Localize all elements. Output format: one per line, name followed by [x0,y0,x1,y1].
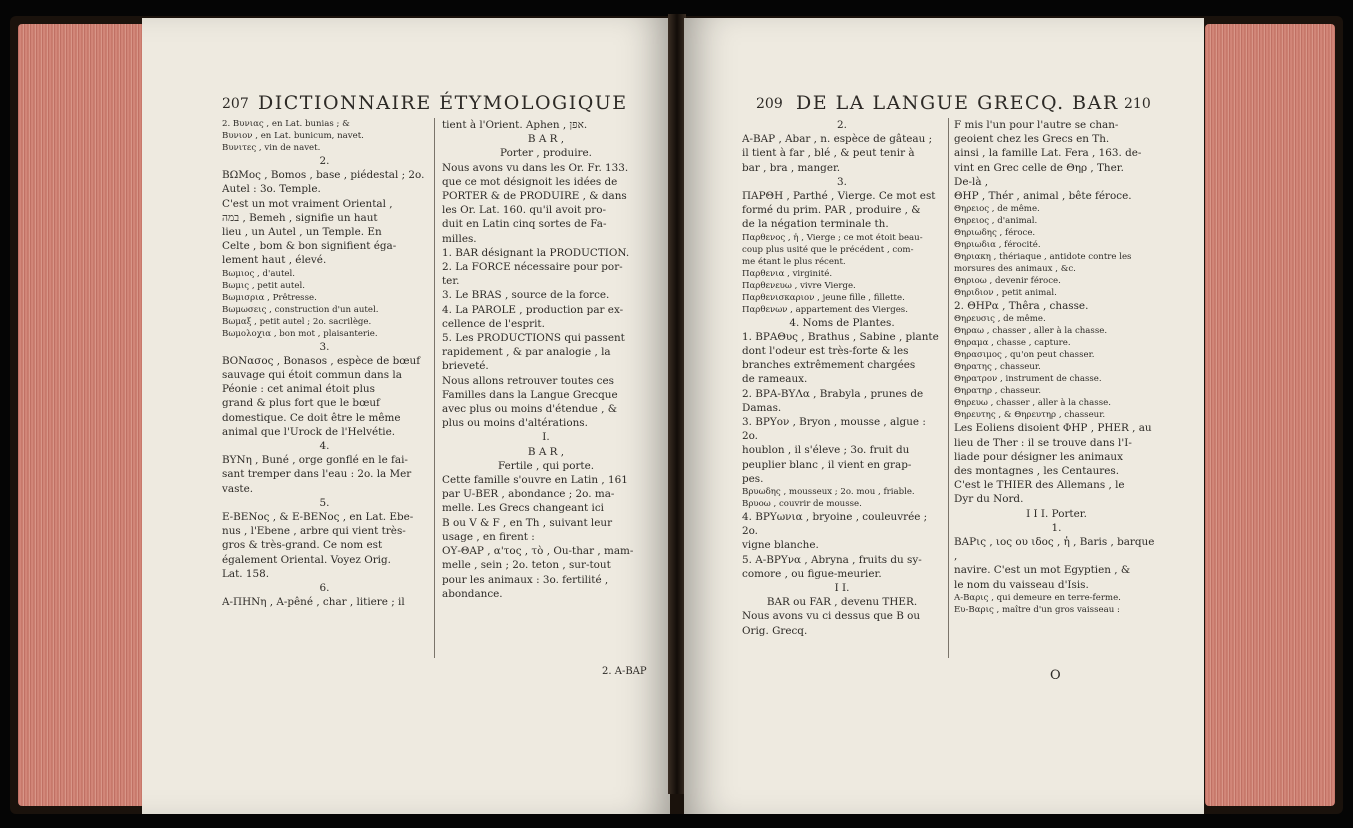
text-line: Βρυωδης , mousseux ; 2o. mou , friable. [742,487,915,498]
text-line: Nous allons retrouver toutes ces [442,374,614,387]
text-line: F mis l'un pour l'autre se chan- [954,119,1119,131]
text-line: bar , bra , manger. [742,161,841,174]
text-line: dont l'odeur est très-forte & les [742,345,909,358]
text-line: Θηρευω , chasser , aller à la chasse. [954,398,1111,409]
text-line: Les Eoliens disoient ΦΗΡ , PHER , au [954,422,1152,435]
text-line: 3. [319,340,330,353]
text-line: grand & plus fort que le bœuf [222,397,380,410]
text-line: de la négation terminale th. [742,218,889,231]
text-line: Παρθενισκαριον , jeune fille , fillette. [742,292,905,303]
text-line: ainsi , la famille Lat. Fera , 163. de- [954,147,1142,160]
column-rule [434,118,435,658]
text-line: pour les animaux : 3o. fertilité , [442,573,609,586]
text-line: 2. ΒΡΑ-ΒΥΛα , Brabyla , prunes de [742,387,924,400]
text-line: comore , ou figue-meurier. [742,567,882,580]
running-title: DICTIONNAIRE ÉTYMOLOGIQUE [258,92,628,114]
text-line: 6. [319,582,330,595]
text-line: Α-ΒΑΡ , Abar , n. espèce de gâteau ; [742,133,933,146]
text-line: Βωμωσεις , construction d'un autel. [222,304,379,315]
text-line: Βρυοω , couvrir de mousse. [742,499,862,510]
text-line: lieu de Ther : il se trouve dans l'I- [954,436,1132,449]
text-line: duit en Latin cinq sortes de Fa- [442,218,607,231]
text-line: animal que l'Urock de l'Helvétie. [222,425,396,438]
text-line: ter. [442,275,460,288]
text-line: 3. ΒΡΥον , Bryon , mousse , algue : 2o. [742,416,926,443]
text-line: vint en Grec celle de Θηρ , Ther. [954,161,1124,174]
text-line: Dyr du Nord. [954,493,1024,506]
text-line: brieveté. [442,360,489,373]
right-header [684,92,1204,116]
text-line: Παρθενευω , vivre Vierge. [742,280,856,291]
text-line: Porter , produire. [500,147,592,160]
text-line: lement haut , élevé. [222,254,327,267]
text-line: usage , en firent : [442,530,535,543]
text-line: gros & très-grand. Ce nom est [222,539,383,552]
text-line: 4. Noms de Plantes. [789,316,895,329]
text-line: Βωμαξ , petit autel ; 2o. sacrilège. [222,316,372,327]
text-line: 2. [319,155,330,167]
text-line: Βωμιος , d'autel. [222,268,296,279]
page-number: 207 [222,96,249,112]
text-line: 2. ΘΗΡα , Thêra , chasse. [954,300,1089,313]
text-line: coup plus usité que le précédent , com- [742,244,914,255]
text-line: Παρθενων , appartement des Vierges. [742,304,908,315]
text-line: Θηρειος , de même. [954,204,1040,215]
text-line: Fertile , qui porte. [497,459,595,472]
text-line: abondance. [442,587,503,600]
right-column-1 [742,118,942,683]
text-line: De-là , [954,175,989,188]
right-column-2 [954,118,1159,683]
text-line: Παρθενια , virginité. [742,268,833,279]
text-line: 1. [1051,521,1062,534]
text-line: houblon , il s'éleve ; 3o. fruit du [742,444,910,457]
text-line: ΒΟΝασος , Bonasos , espèce de bœuf [222,354,421,367]
text-line: Θηρατρον , instrument de chasse. [954,374,1102,385]
text-line: ΘΗΡ , Thér , animal , bête féroce. [954,190,1132,203]
left-header [142,92,670,116]
text-line: milles. [442,232,477,245]
text-line: 5. Les PRODUCTIONS qui passent [442,332,625,345]
text-line: peuplier blanc , il vient en grap- [742,458,912,471]
text-line: Παρθενος , ἡ , Vierge ; ce mot étoit beau- [742,232,923,243]
text-line: de rameaux. [742,373,808,386]
text-line: sauvage qui étoit commun dans la [222,369,402,382]
text-line: branches extrêmement chargées [742,359,916,372]
text-line: Cette famille s'ouvre en Latin , 161 [442,474,628,487]
text-line: le nom du vaisseau d'Isis. [954,578,1089,591]
text-line: Θηρατηρ , chasseur. [954,386,1042,397]
text-line: geoient chez les Grecs en Th. [954,133,1110,146]
column-rule [948,118,949,658]
page-number-right: 210 [1124,96,1151,112]
text-line: Θηρειος , d'animal. [954,216,1038,227]
text-line: B A R , [527,133,565,146]
text-line: Θηριδιον , petit animal. [954,288,1057,299]
text-line: Θηρευσις , de même. [954,314,1046,325]
text-line: les Or. Lat. 160. qu'il avoit pro- [442,204,607,217]
page-edges-left [18,24,148,806]
text-line: Autel : 3o. Temple. [222,183,321,196]
text-line: melle , sein ; 2o. teton , sur-tout [442,559,611,572]
text-line: il tient à far , blé , & peut tenir à [742,147,915,160]
text-line: 3. [837,175,847,188]
text-line: Ευ-Βαρις , maître d'un gros vaisseau : [954,604,1120,615]
text-line: morsures des animaux , &c. [954,264,1076,275]
text-line: BAR ou FAR , devenu THER. [766,596,918,609]
text-line: Lat. 158. [222,567,270,580]
text-line: des montagnes , les Centaures. [954,465,1120,478]
text-line: formé du prim. PAR , produire , & [742,204,921,217]
text-line: par U-BER , abondance ; 2o. ma- [442,488,615,501]
text-line: Βωμις , petit autel. [222,280,305,291]
text-line: Celte , bom & bon signifient éga- [222,240,397,253]
text-line: C'est un mot vraiment Oriental , [222,197,393,210]
text-line: 1. ΒΡΑΘυς , Brathus , Sabine , plante [742,330,939,343]
text-line: במה , Bemeh , signifie un haut [222,211,378,224]
text-line: Nous avons vu dans les Or. Fr. 133. [442,161,629,174]
text-line: domestique. Ce doit être le même [222,411,401,424]
text-line: ΒΩΜος , Bomos , base , piédestal ; 2o. [222,169,425,182]
text-line: Nous avons vu ci dessus que B ou [742,610,921,623]
text-line: 1. BAR désignant la PRODUCTION. [442,246,630,259]
text-line: Péonie : cet animal étoit plus [222,383,375,396]
running-title: DE LA LANGUE GRECQ. BAR [796,92,1119,114]
text-line: Ε-ΒΕΝος , & Ε-ΒΕΝος , en Lat. Ebe- [222,511,414,524]
left-column-1 [222,118,427,678]
text-line: 4. [319,440,330,453]
page-edges-right [1205,24,1335,806]
text-line: Θηριοω , devenir féroce. [954,276,1061,287]
text-line: melle. Les Grecs changeant ici [442,502,604,515]
text-line: Βωμισρια , Prêtresse. [222,292,317,303]
text-line: C'est le THIER des Allemans , le [954,479,1125,492]
page-number: 209 [756,96,783,112]
catchword: 2. Α-ΒΑΡ [602,666,647,677]
text-line: 2. Βυνιας , en Lat. bunias ; & [222,119,350,129]
text-line: tient à l'Orient. Aphen , אפן. [442,119,588,131]
text-line: 2. [837,119,847,131]
text-line: Βωμολοχια , bon mot , plaisanterie. [222,328,378,339]
text-line: Βυνιτες , vin de navet. [222,143,321,153]
text-line: Α-ΠΗΝη , A-pêné , char , litiere ; il [222,596,405,609]
text-line: ΠΑΡΘΗ , Parthé , Vierge. Ce mot est [742,190,936,203]
text-line: Θηρασιμος , qu'on peut chasser. [954,350,1095,361]
right-page [684,18,1204,814]
left-column-2 [442,118,650,678]
text-line: I I. [834,582,850,595]
text-line: avec plus ou moins d'étendue , & [442,403,617,416]
left-page [142,18,670,814]
text-line: Θηριακη , thériaque , antidote contre les [954,252,1132,263]
text-line: I. [542,431,550,444]
text-line: ΒΥΝη , Buné , orge gonflé en le fai- [222,454,408,467]
text-line: 4. ΒΡΥωνια , bryoine , couleuvrée ; 2o. [742,511,928,538]
text-line: Θηρευτης , & Θηρευτηρ , chasseur. [954,410,1106,421]
text-line: Orig. Grecq. [742,624,808,637]
text-line: Damas. [742,401,782,414]
text-line: pes. [742,472,764,485]
text-line: ΒΑΡις , ιος ου ιδος , ἡ , Baris , barque , [954,536,1155,563]
text-line: plus ou moins d'altérations. [442,417,588,430]
text-line: lieu , un Autel , un Temple. En [222,226,382,239]
text-line: que ce mot désignoit les idées de [442,175,618,188]
text-line: Θηριωδια , férocité. [954,240,1041,251]
text-line: B A R , [527,445,565,458]
text-line: I I I. Porter. [1026,507,1087,520]
text-line: Βυνιον , en Lat. bunicum, navet. [222,131,364,141]
text-line: 5. Α-ΒΡΥνα , Abryna , fruits du sy- [742,553,922,566]
signature-mark: O [1050,668,1061,683]
text-line: rapidement , & par analogie , la [442,346,611,359]
text-line: PORTER & de PRODUIRE , & dans [442,190,627,203]
text-line: vaste. [222,482,254,495]
text-line: 4. La PAROLE , production par ex- [442,303,624,316]
text-line: A-Βαρις , qui demeure en terre-ferme. [954,592,1121,603]
text-line: me étant le plus récent. [742,256,846,267]
text-line: Θηριωδης , féroce. [954,228,1036,239]
text-line: Θηραω , chasser , aller à la chasse. [954,326,1108,337]
text-line: également Oriental. Voyez Orig. [222,553,391,566]
text-line: Θηραμα , chasse , capture. [954,338,1071,349]
text-line: navire. C'est un mot Egyptien , & [954,564,1131,577]
text-line: 3. Le BRAS , source de la force. [442,289,610,302]
text-line: ΟΥ-ΘΑΡ , α'τος , τὸ , Ou-thar , mam- [442,545,634,558]
text-line: 2. La FORCE nécessaire pour por- [442,261,623,274]
text-line: Familles dans la Langue Grecque [442,388,618,401]
text-line: sant tremper dans l'eau : 2o. la Mer [222,468,412,481]
text-line: Θηρατης , chasseur. [954,362,1041,373]
text-line: 5. [319,496,330,509]
text-line: nus , l'Ebene , arbre qui vient très- [222,525,406,538]
text-line: vigne blanche. [742,539,819,552]
text-line: liade pour désigner les animaux [954,450,1123,463]
text-line: B ou V & F , en Th , suivant leur [442,516,613,529]
text-line: cellence de l'esprit. [442,317,545,330]
